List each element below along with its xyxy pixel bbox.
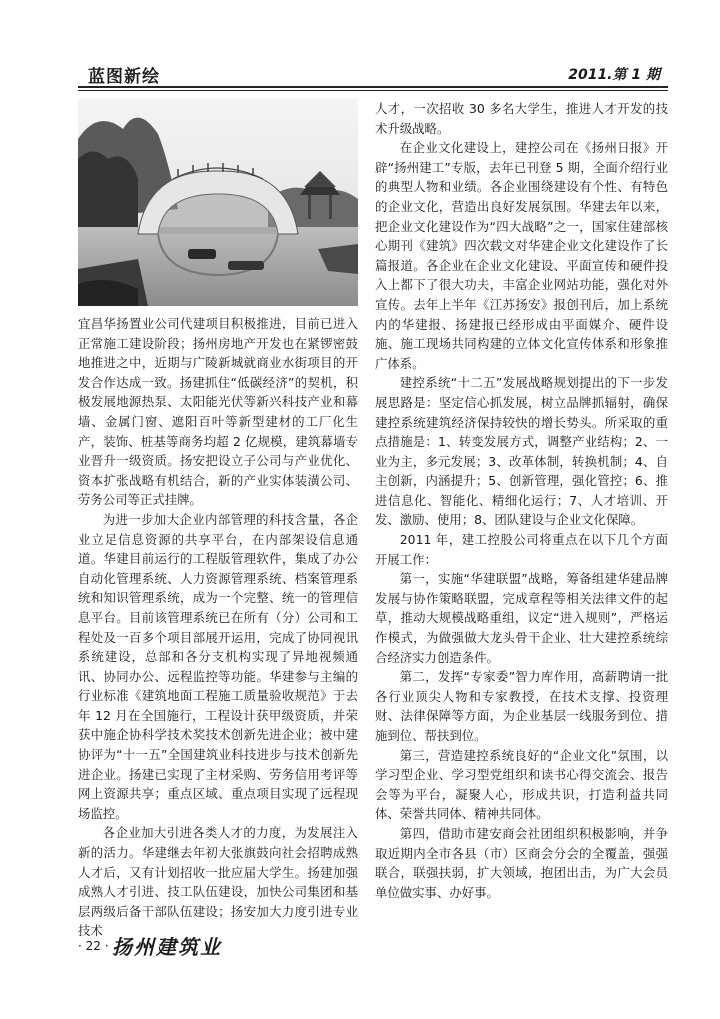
paragraph: 2011 年，建工控股公司将重点在以下几个方面开展工作： — [375, 532, 668, 567]
right-column — [375, 99, 668, 902]
photo-illustration — [78, 99, 358, 306]
paragraph: 为进一步加大企业内部管理的科技含量，各企业立足信息资源的共享平台，在内部架设信息通道。华建目前运行的工程版管理软件，集成了办公自动化管理系统、人力资源管理系统、档案管理系统和知识管理系统，成为一个完整、统一的管理信息平台。目前该管理系统已在所有（分）公司和工程处及一百多个项目部展开运用，完成了协同视讯系统建设，总部和各分支机构实现了异地视频通讯、协同办公、远程监控等功能。华建参与主编的行业标准《建筑地面工程施工质量验收规范》于去年 12 月在全国施行，工程设计获甲级资质，并荣获中施企协科学技术奖技术创新先进企业；被中建协评为“十一五”全国建筑业科技进步与技术创新先进企业。扬建已实现了主材采购、劳务信用考评等网上资源共享；重点区域、重点项目实现了远程现场监控。 — [78, 511, 358, 821]
page-number: · 22 · — [78, 939, 109, 953]
paragraph: 第四，借助市建安商会社团组织积极影响，并争取近期内全市各县（市）区商会分会的全覆盖，强强联合，联强扶弱，扩大领域，抱团出击，为广大会员单位做实事、办好事。 — [375, 825, 668, 900]
left-column — [78, 314, 358, 941]
paragraph: 第二，发挥“专家委”智力库作用，高薪聘请一批各行业顶尖人物和专家教授，在技术支撑、投资理财、法律保障等方面，为企业基层一线服务到位、措施到位、帮扶到位。 — [375, 669, 668, 743]
paragraph: 在企业文化建设上，建控公司在《扬州日报》开辟“扬州建工”专版，去年已刊登 5 期，全面介绍行业的典型人物和业绩。各企业围绕建设有个性、有特色的企业文化，营造出良好发展氛围。华建去年以来，把企业文化建设作为“四大战略”之一，国家住建部核心期刊《建筑》四次载文对华建企业文化建设作了长篇报道。各企业在企业文化建设、平面宣传和硬件投入上都下了很大功夫，丰富企业网站功能，强化对外宣传。去年上半年《江苏扬安》报创刊后，加上系统内的华建报、扬建报已经形成由平面媒介、硬件设施、施工现场共同构建的立体文化宣传体系和形象推广体系。 — [375, 140, 668, 371]
issue-number: 2011.第 1 期 — [568, 67, 660, 83]
bridge-photo — [78, 99, 358, 306]
page-footer — [78, 933, 358, 961]
paragraph: 宜昌华扬置业公司代建项目积极推进，目前已进入正常施工建设阶段；扬州房地产开发也在紧锣密鼓地推进之中，近期与广陵新城就商业水街项目的开发合作达成一致。扬建抓住“低碳经济”的契机，积极发展地源热泵、太阳能光伏等新兴科技产业和幕墙、金属门窗、遮阳百叶等新型建材的工厂化生产，装饰、桩基等商务均超 2 亿规模，建筑幕墙专业晋升一级资质。扬安把设立子公司与产业优化、资本扩张战略有机结合，新的产业实体装潢公司、劳务公司等正式挂牌。 — [78, 316, 358, 508]
paragraph: 各企业加大引进各类人才的力度，为发展注入新的活力。华建继去年初大张旗鼓向社会招聘成熟人才后，又有计划招收一批应届大学生。扬建加强成熟人才引进、技工队伍建设，加快公司集团和基层两级后备干部队伍建设；扬安加大力度引进专业技术 — [78, 825, 358, 939]
paragraph: 人才，一次招收 30 多名大学生，推进人才开发的技术升级战略。 — [375, 101, 668, 136]
magazine-logo: 扬州建筑业 — [112, 935, 222, 959]
header-rule-thin — [78, 90, 668, 91]
paragraph: 第三，营造建控系统良好的“企业文化”氛围，以学习型企业、学习型党组织和读书心得交流会、报告会等为平台，凝聚人心，形成共识，打造利益共同体、荣誉共同体、精神共同体。 — [375, 747, 668, 822]
paragraph: 建控系统“十二五”发展战略规划提出的下一步发展思路是：坚定信心抓发展，树立品牌抓辐射，确保建控系统建筑经济保持较快的增长势头。所采取的重点措施是：1、转变发展方式，调整产业结构；2、一业为主，多元发展；3、改革体制，转换机制；4、自主创新，内涵提升；5、创新管理，强化管控；6、推进信息化、智能化、精细化运行；7、人才培训、开发、激励、使用；8、团队建设与企业文化保障。 — [375, 375, 668, 528]
section-title: 蓝图新绘 — [88, 67, 160, 87]
page-header — [78, 62, 668, 88]
paragraph: 第一，实施“华建联盟”战略，筹备组建华建品牌发展与协作策略联盟，完成章程等相关法律文件的起草，推动大规模战略重组，议定“进入规则”，严格运作模式，为做强做大龙头骨干企业、壮大建控系统综合经济实力创造条件。 — [375, 571, 668, 665]
header-rule — [78, 86, 668, 88]
